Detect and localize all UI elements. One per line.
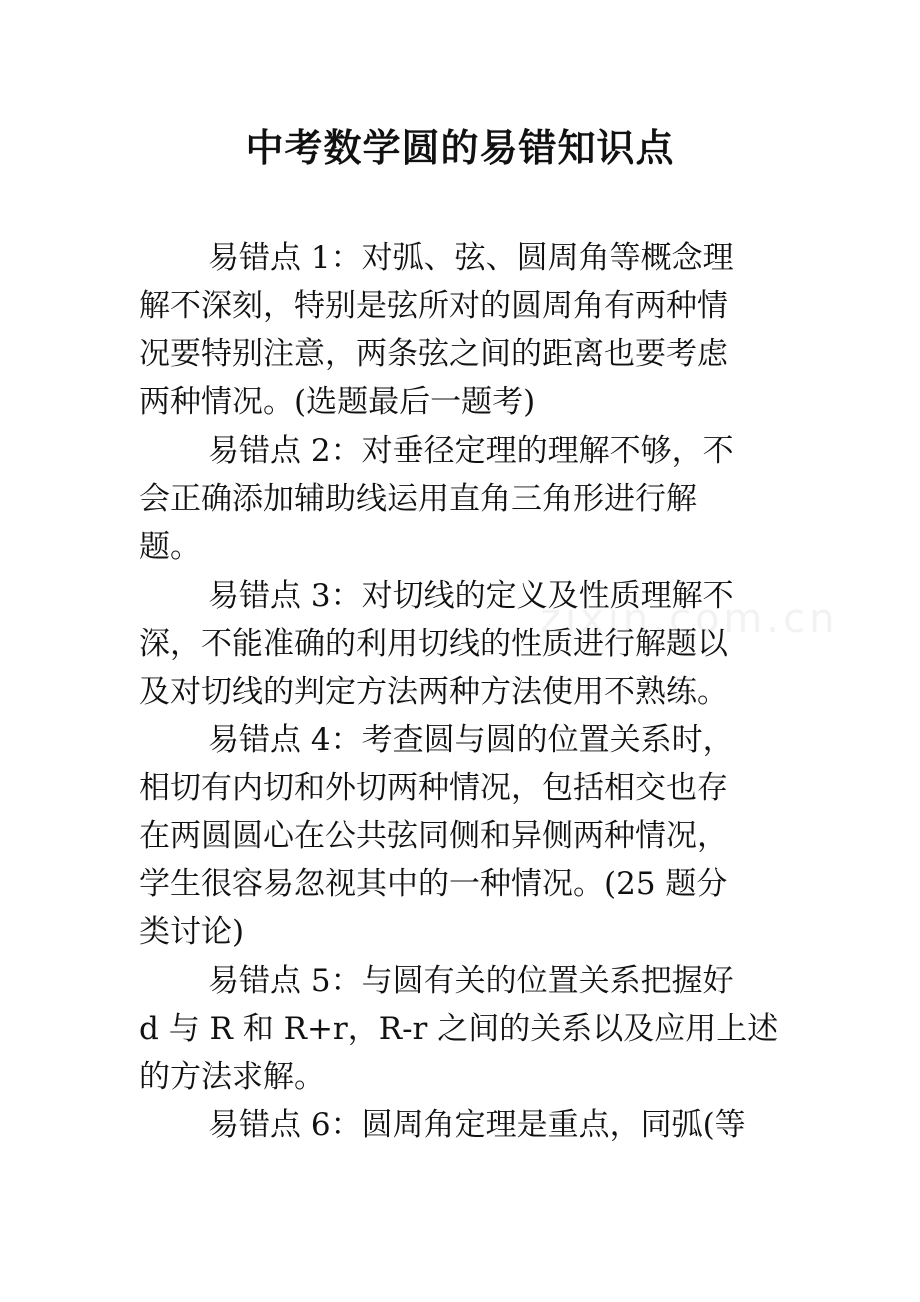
text-line: 况要特别注意，两条弦之间的距离也要考虑 <box>139 336 728 372</box>
text-line: 及对切线的判定方法两种方法使用不熟练。 <box>139 674 728 710</box>
page-title: 中考数学圆的易错知识点 <box>245 125 675 170</box>
text-line: d 与 R 和 R+r，R-r 之间的关系以及应用上述 <box>139 1011 779 1047</box>
text-line: 易错点 4：考查圆与圆的位置关系时， <box>208 722 734 758</box>
text-line: 学生很容易忽视其中的一种情况。(25 题分 <box>139 866 728 902</box>
text-line: 易错点 6：圆周角定理是重点，同弧(等 <box>208 1107 746 1143</box>
text-line: 在两圆圆心在公共弦同侧和异侧两种情况， <box>139 818 728 854</box>
text-line: 易错点 2：对垂径定理的理解不够，不 <box>208 433 734 469</box>
text-line: 易错点 1：对弧、弦、圆周角等概念理 <box>208 240 734 276</box>
text-line: 易错点 3：对切线的定义及性质理解不 <box>208 578 734 614</box>
watermark: zixin.com.cn <box>540 596 839 642</box>
text-line: 题。 <box>139 529 201 565</box>
text-line: 解不深刻，特别是弦所对的圆周角有两种情 <box>139 288 728 324</box>
text-line: 易错点 5：与圆有关的位置关系把握好 <box>208 963 734 999</box>
text-line: 两种情况。(选题最后一题考) <box>139 384 536 420</box>
text-line: 深，不能准确的利用切线的性质进行解题以 <box>139 626 728 662</box>
text-line: 相切有内切和外切两种情况，包括相交也存 <box>139 770 728 806</box>
text-line: 会正确添加辅助线运用直角三角形进行解 <box>139 481 697 517</box>
text-line: 的方法求解。 <box>139 1059 325 1095</box>
text-line: 类讨论) <box>139 914 245 950</box>
